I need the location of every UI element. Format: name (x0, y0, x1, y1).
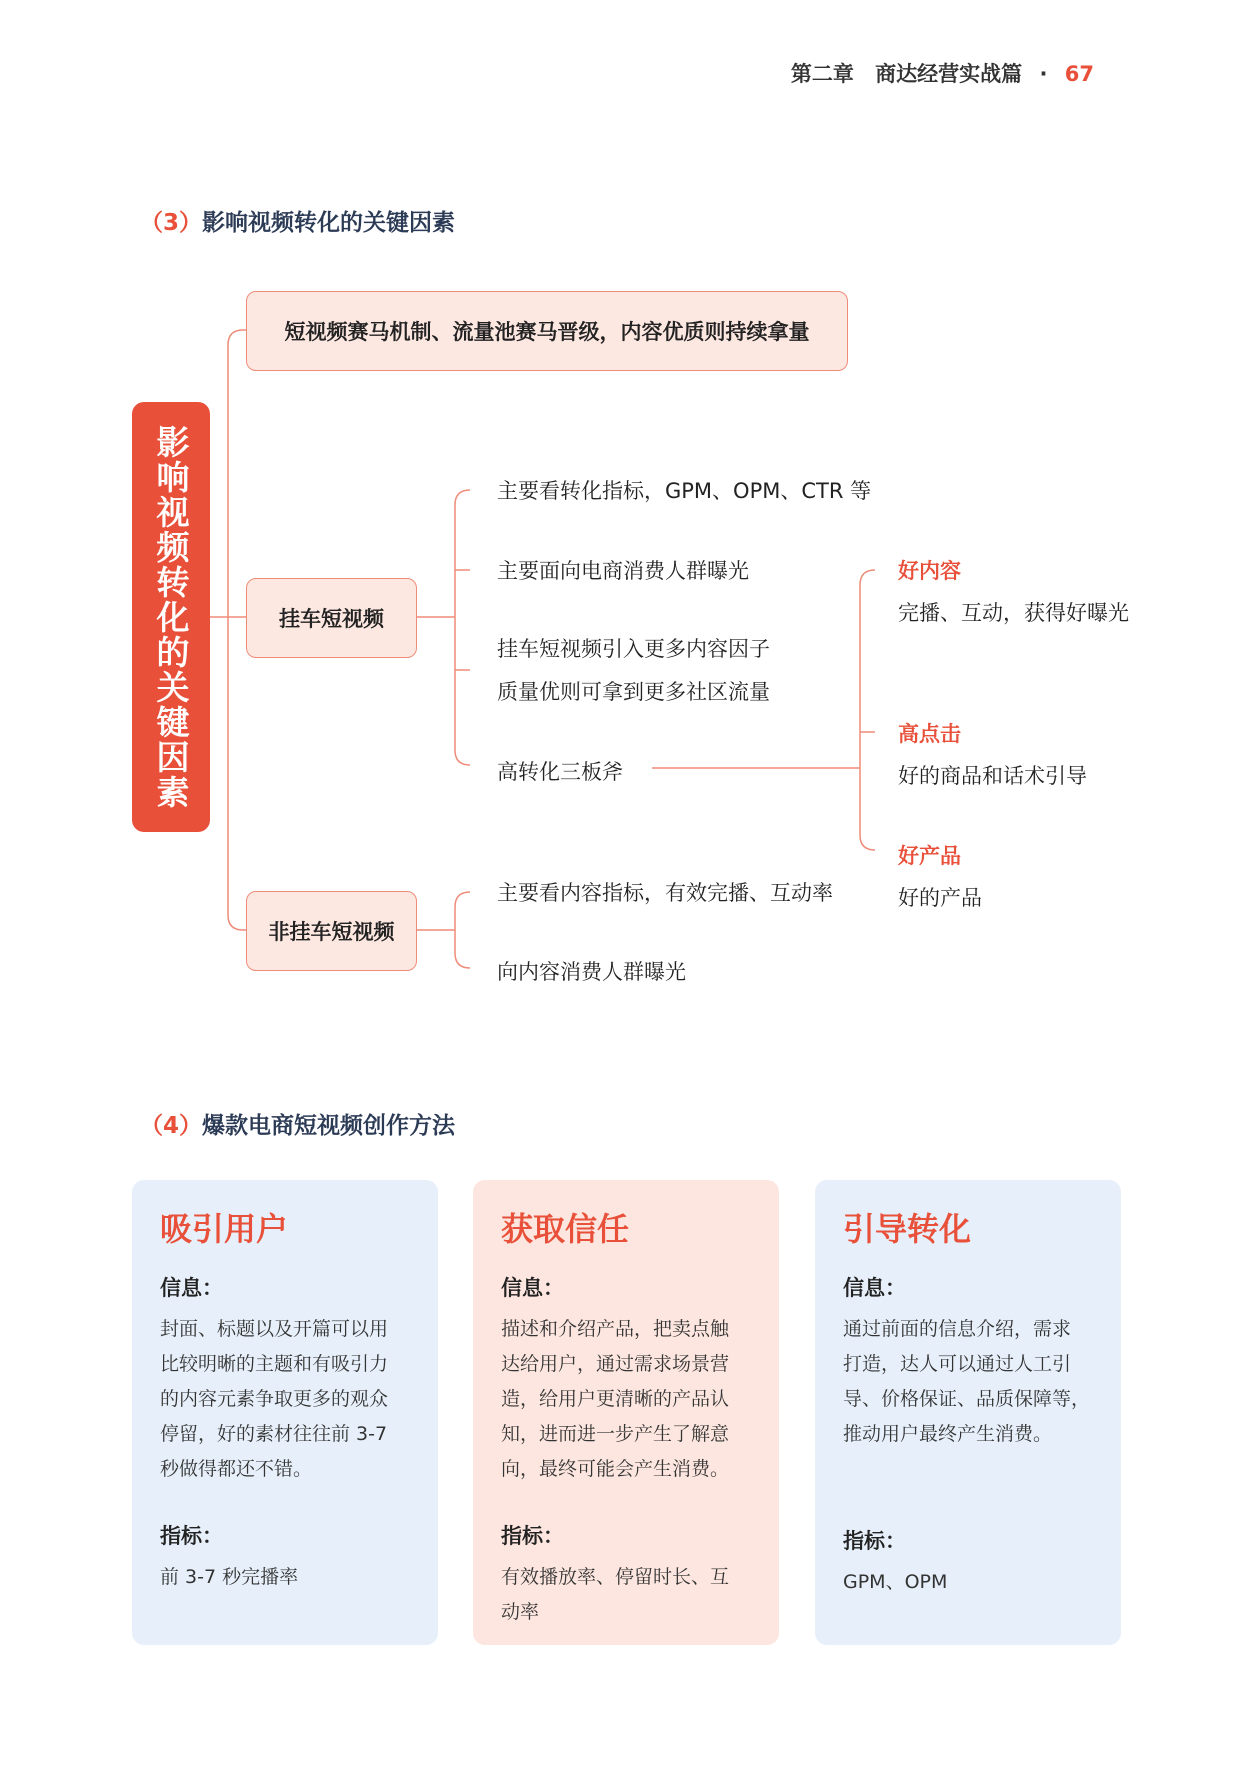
card-gain-trust (473, 1180, 779, 1645)
info-label: 信息： (160, 1276, 223, 1300)
page-number: 67 (1064, 62, 1094, 86)
chapter-label: 第二章 (790, 62, 854, 86)
section4-title: 爆款电商短视频创作方法 (202, 1113, 456, 1139)
branch-non-cart-video-label: 非挂车短视频 (268, 920, 395, 944)
branch-cart-video (246, 578, 417, 658)
card-guide-conversion (815, 1180, 1121, 1645)
info-line: 导、价格保证、品质保障等， (843, 1388, 1091, 1410)
info-line: 达给用户，通过需求场景营 (501, 1353, 730, 1375)
section4-number: （4） (140, 1113, 203, 1139)
info-line: 向，最终可能会产生消费。 (501, 1458, 730, 1480)
cart-video-item: 挂车短视频引入更多内容因子 (497, 637, 770, 661)
info-label: 信息： (843, 1276, 906, 1300)
info-line: 通过前面的信息介绍，需求 (843, 1318, 1072, 1340)
cart-video-item-three-axes: 高转化三板斧 (497, 760, 623, 784)
info-text (160, 1312, 410, 1487)
header-separator: · (1039, 62, 1048, 86)
metric-line: GPM、OPM (843, 1571, 948, 1593)
info-line: 知，进而进一步产生了解意 (501, 1423, 730, 1445)
root-label: 影响视频转化的关键因素 (151, 424, 191, 810)
info-line: 秒做得都还不错。 (160, 1458, 313, 1480)
section-label: 商达经营实战篇 (875, 62, 1023, 86)
axis-good-product-title: 好产品 (898, 844, 961, 868)
metric-text (160, 1560, 410, 1595)
card-attract-users (132, 1180, 438, 1645)
branch-non-cart-video (246, 891, 417, 971)
info-line: 打造，达人可以通过人工引 (843, 1353, 1072, 1375)
card-title: 获取信任 (501, 1210, 630, 1248)
section4-heading (140, 1107, 455, 1140)
info-line: 推动用户最终产生消费。 (843, 1423, 1053, 1445)
cart-video-item: 主要面向电商消费人群曝光 (497, 559, 749, 583)
metric-label: 指标： (160, 1524, 223, 1548)
axis-good-content-title: 好内容 (898, 559, 961, 583)
axis-good-content-desc: 完播、互动，获得好曝光 (898, 601, 1129, 625)
info-line: 停留，好的素材往往前 3-7 (160, 1423, 388, 1445)
cart-video-item: 质量优则可拿到更多社区流量 (497, 680, 770, 704)
racing-mechanism-text: 短视频赛马机制、流量池赛马晋级，内容优质则持续拿量 (284, 320, 810, 344)
card-title: 吸引用户 (160, 1210, 289, 1248)
axis-high-click-desc: 好的商品和话术引导 (898, 764, 1087, 788)
metric-label: 指标： (501, 1524, 564, 1548)
metric-line: 有效播放率、停留时长、互 (501, 1566, 730, 1588)
info-text (843, 1312, 1093, 1452)
non-cart-video-item: 向内容消费人群曝光 (497, 960, 686, 984)
cart-video-item: 主要看转化指标，GPM、OPM、CTR 等 (497, 479, 872, 503)
metric-text (501, 1560, 751, 1630)
metric-line: 动率 (501, 1601, 540, 1623)
info-line: 比较明晰的主题和有吸引力 (160, 1353, 389, 1375)
info-line: 封面、标题以及开篇可以用 (160, 1318, 389, 1340)
axis-good-product-desc: 好的产品 (898, 886, 982, 910)
info-line: 的内容元素争取更多的观众 (160, 1388, 389, 1410)
info-line: 造，给用户更清晰的产品认 (501, 1388, 730, 1410)
branch-cart-video-label: 挂车短视频 (279, 607, 384, 631)
mindmap-root (132, 402, 210, 832)
metric-text (843, 1565, 1093, 1600)
non-cart-video-item: 主要看内容指标，有效完播、互动率 (497, 881, 833, 905)
metric-label: 指标： (843, 1529, 906, 1553)
section3-number: （3） (140, 210, 203, 236)
axis-high-click-title: 高点击 (898, 722, 961, 746)
racing-mechanism-box (246, 291, 848, 371)
section3-title: 影响视频转化的关键因素 (202, 210, 456, 236)
info-text (501, 1312, 751, 1487)
metric-line: 前 3-7 秒完播率 (160, 1566, 299, 1588)
info-line: 描述和介绍产品，把卖点触 (501, 1318, 730, 1340)
card-title: 引导转化 (843, 1210, 972, 1248)
info-label: 信息： (501, 1276, 564, 1300)
